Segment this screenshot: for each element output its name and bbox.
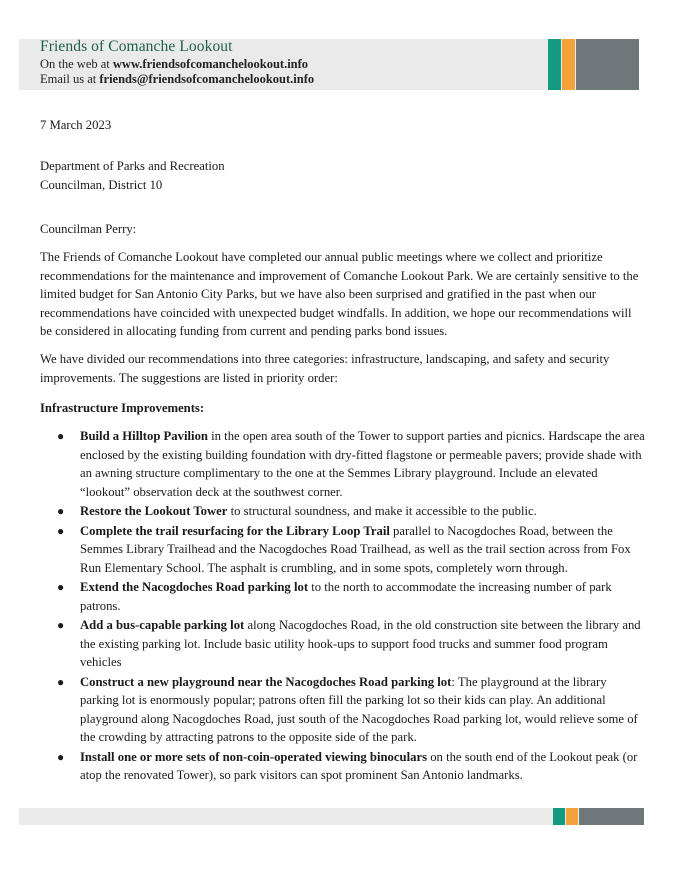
recommendation-lead: Complete the trail resurfacing for the Library Loop Trail — [80, 523, 390, 538]
email-prefix: Email us at — [40, 72, 100, 86]
list-item — [40, 522, 645, 578]
recommendations-list — [40, 427, 645, 786]
recommendation-text: along Nacogdoches Road, in the old construction site between the library and the existing parking lot. Include basic utility hook-ups to support food trucks and summer food program vehicles — [80, 618, 641, 669]
email-line — [40, 72, 314, 87]
website-line — [40, 57, 308, 72]
email-address[interactable]: friends@friendsofcomanchelookout.info — [99, 72, 315, 86]
header-accent-teal — [548, 39, 561, 90]
header-accent-orange — [562, 39, 575, 90]
recommendation-lead: Build a Hilltop Pavilion — [80, 429, 208, 443]
list-item — [40, 427, 645, 501]
list-item — [40, 502, 645, 521]
bullet-icon: ● — [57, 523, 65, 538]
recipient-address — [40, 157, 645, 194]
recommendation-lead: Add a bus-capable parking lot — [80, 618, 245, 632]
footer-band — [19, 808, 644, 825]
org-name: Friends of Comanche Lookout — [40, 38, 233, 55]
recipient-line-1: Department of Parks and Recreation — [40, 159, 225, 173]
header-accent-gray — [576, 39, 639, 90]
paragraph-categories: We have divided our recommendations into three categories: infrastructure, landscaping, and safety and security improvements. The suggestions are listed in priority order: — [40, 352, 610, 385]
recommendation-lead: Extend the Nacogdoches Road parking lot — [80, 580, 309, 594]
list-item — [40, 748, 645, 785]
paragraph-intro: The Friends of Comanche Lookout have completed our annual public meetings where we collect and prioritize recommendations for the maintenance and improvement of Comanche Lookout Park. We are certainly sensitive to the limited budget for San Antonio City Parks, but we have also been surprised and gratified in the past when our recommendations have coincided with unexpected budget windfalls. In addition, we hope our recommendations will be considered in allocating funding from current and pending parks bond issues. — [40, 250, 639, 338]
recommendation-lead: Construct a new playground near the Nacogdoches Road parking lot — [80, 674, 452, 689]
recommendation-text: in the open area south of the Tower to support parties and picnics. Hardscape the area enclosed by the existing building foundation with dry-fitted flagstone or permeable pavers; provide shade with an awning structure complimentary to the one at the Semmes Library playground. Include an elevated “lookout” observation deck at the southwest corner. — [80, 429, 645, 499]
recommendation-text: on the south end of the Lookout peak (or atop the renovated Tower), so park visitors can spot prominent San Antonio landmarks. — [80, 749, 638, 782]
recipient-line-2: Councilman, District 10 — [40, 177, 163, 192]
bullet-icon: ● — [57, 580, 65, 594]
recommendation-lead: Restore the Lookout Tower — [80, 504, 228, 518]
recommendation-lead: Install one or more sets of non-coin-operated viewing binoculars — [80, 749, 428, 764]
footer-accent-gray — [579, 808, 644, 825]
recommendation-text: to structural soundness, and make it accessible to the public. — [227, 504, 537, 518]
bullet-icon: ● — [57, 429, 65, 443]
footer-accent-orange — [566, 808, 578, 825]
bullet-icon: ● — [57, 674, 65, 689]
section-heading: Infrastructure Improvements: — [40, 401, 205, 415]
recommendation-text: parallel to Nacogdoches Road, between the Semmes Library Trailhead and the Nacogdoches Road Trailhead, as well as the trail section across from Fox Run Elementary School. The asphalt is crumbling, and in some spots, completely worn through. — [80, 523, 631, 575]
recommendation-text: to the north to accommodate the increasing number of park patrons. — [80, 580, 612, 613]
salutation: Councilman Perry: — [40, 222, 137, 236]
footer-accent-teal — [553, 808, 565, 825]
bullet-icon: ● — [57, 618, 65, 632]
letter-date: 7 March 2023 — [40, 118, 112, 132]
bullet-icon: ● — [57, 749, 65, 764]
website-prefix: On the web at — [40, 57, 113, 71]
list-item — [40, 616, 645, 672]
website-url[interactable]: www.friendsofcomanchelookout.info — [112, 57, 309, 71]
list-item — [40, 673, 645, 747]
list-item — [40, 578, 645, 615]
recommendation-text: : The playground at the library parking lot is enormously popular; patrons often fill the parking lot so their kids can play. An additional playground along Nacogdoches Road, just south of the Nacogdoches Road parking lot, would relieve some of the crowding by attracting patrons to the opposite side of the park. — [80, 674, 638, 744]
bullet-icon: ● — [57, 504, 65, 518]
